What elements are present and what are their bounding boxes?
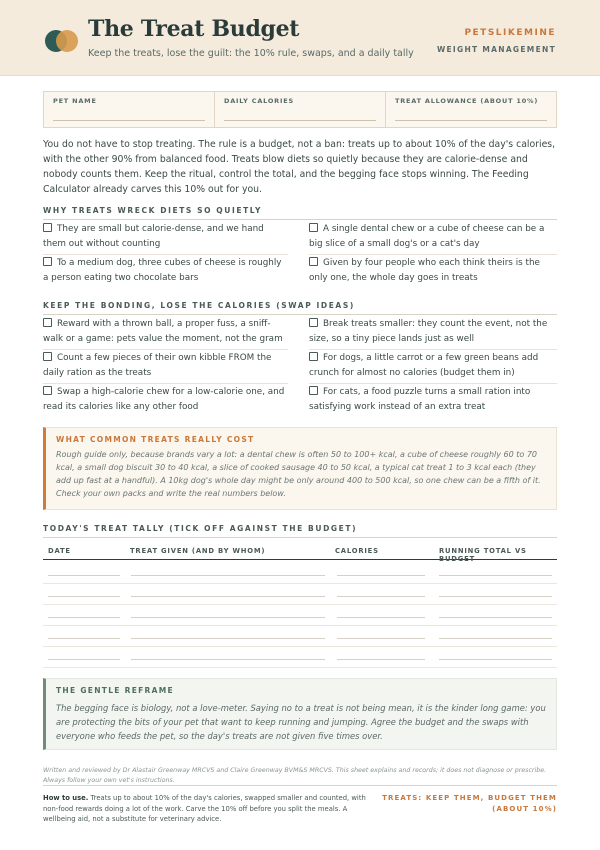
- checkbox[interactable]: [309, 318, 318, 327]
- col-calories: CALORIES: [335, 547, 379, 555]
- table-row: [43, 604, 557, 605]
- gentle-reframe-callout: [43, 678, 557, 750]
- swap-item-1[interactable]: Reward with a thrown ball, a proper fuss, a sniff-walk or a game: pets value the moment, not the gram: [43, 319, 283, 344]
- treat-allowance-input[interactable]: [395, 120, 547, 121]
- swap-item-6[interactable]: For cats, a food puzzle turns a small ration into satisfying work instead of an extra treat: [309, 387, 531, 412]
- tally-cell[interactable]: [131, 659, 325, 660]
- checkbox[interactable]: [43, 318, 52, 327]
- tally-cell[interactable]: [439, 617, 552, 618]
- table-row: [43, 583, 557, 584]
- checkbox[interactable]: [309, 223, 318, 232]
- why-item-2[interactable]: A single dental chew or a cube of cheese can be a big slice of a small dog's or a cat's day: [309, 224, 545, 249]
- authors-note: Written and reviewed by Dr Alastair Greenway MRCVS and Claire Greenway BVM&S MRCVS. This sheet explains and records; it does not diagnose or prescribe. Always follow your own vet's instructions.: [43, 767, 547, 784]
- how-to-use-label: How to use.: [43, 794, 89, 802]
- tally-table-header: [43, 545, 557, 563]
- checkbox[interactable]: [309, 352, 318, 361]
- pet-name-label: PET NAME: [53, 97, 97, 105]
- tally-cell[interactable]: [337, 659, 425, 660]
- footer-divider: [43, 785, 557, 786]
- tally-cell[interactable]: [48, 575, 120, 576]
- checkbox[interactable]: [43, 352, 52, 361]
- tally-cell[interactable]: [439, 659, 552, 660]
- callout-text: Rough guide only, because brands vary a lot: a dental chew is often 50 to 100+ kcal, a cube of cheese roughly 60 to 70 kcal, a small dog biscuit 30 to 40 kcal, a slice of cooked sausage 40 to 50 kcal, a typical cat treat 1 to 3 kcal each (they add up fast at a handful). A 10kg dog's whole day might be only around 400 to 500 kcal, so one chew can be a fifth of it. Check your own packs and write the real numbers below.: [56, 450, 541, 498]
- treat-allowance-field[interactable]: [386, 92, 556, 127]
- checkbox[interactable]: [309, 386, 318, 395]
- page-title: The Treat Budget: [88, 16, 300, 42]
- tally-cell[interactable]: [337, 638, 425, 639]
- intro-paragraph: You do not have to stop treating. The rule is a budget, not a ban: treats up to about 10% of the day's calories, with the other 90% from balanced food. Treats blow diets so quietly because they are calorie-dense and nobody counts them. Keep the ritual, control the total, and the begging face stops winning. The Feeding Calculator already carves this 10% out for you.: [43, 139, 556, 195]
- daily-calories-label: DAILY CALORIES: [224, 97, 294, 105]
- checkbox[interactable]: [43, 223, 52, 232]
- tally-cell[interactable]: [337, 617, 425, 618]
- tally-cell[interactable]: [131, 617, 325, 618]
- swap-item-4[interactable]: For dogs, a little carrot or a few green beans add crunch for almost no calories (budget them in): [309, 353, 539, 378]
- tally-cell[interactable]: [131, 596, 325, 597]
- footer-tagline: TREATS: KEEP THEM, BUDGET THEM (ABOUT 10%): [382, 794, 557, 813]
- col-treat: TREAT GIVEN (AND BY WHOM): [130, 547, 266, 555]
- swap-item-3[interactable]: Count a few pieces of their own kibble FROM the daily ration as the treats: [43, 353, 272, 378]
- why-heading: WHY TREATS WRECK DIETS SO QUIETLY: [43, 206, 557, 220]
- pet-name-input[interactable]: [53, 120, 205, 121]
- tally-cell[interactable]: [439, 638, 552, 639]
- checkbox[interactable]: [43, 257, 52, 266]
- tally-cell[interactable]: [337, 596, 425, 597]
- page-header: [0, 0, 600, 76]
- how-to-use: [43, 793, 373, 825]
- how-to-use-text: Treats up to about 10% of the day's calories, swapped smaller and counted, with non-food rewards doing a lot of the work. Carve the 10% off before you split the meals. A wellbeing aid, not a substitute for veterinary advice.: [43, 794, 366, 823]
- tally-cell[interactable]: [131, 575, 325, 576]
- page-subtitle: Keep the treats, lose the guilt: the 10% rule, swaps, and a daily tally: [88, 48, 414, 59]
- table-row: [43, 646, 557, 647]
- paw-circles-logo: [45, 30, 79, 54]
- tally-cell[interactable]: [337, 575, 425, 576]
- swap-item-5[interactable]: Swap a high-calorie chew for a low-calorie one, and read its calories like any other food: [43, 387, 285, 412]
- tally-cell[interactable]: [439, 575, 552, 576]
- why-item-3[interactable]: To a medium dog, three cubes of cheese is roughly a person eating two chocolate bars: [43, 258, 282, 283]
- col-date: DATE: [48, 547, 71, 555]
- reframe-text: The begging face is biology, not a love-meter. Saying no to a treat is not being mean, it is the kinder long game: you are protecting the bits of your pet that want to keep running and jumping. Agree the budget and the swaps with everyone who feeds the pet, so the day's treats are not given five times over.: [56, 703, 546, 741]
- tally-cell[interactable]: [439, 596, 552, 597]
- pet-info-fields: [43, 91, 557, 128]
- why-item-1[interactable]: They are small but calorie-dense, and we hand them out without counting: [43, 224, 264, 249]
- swap-item-2[interactable]: Break treats smaller: they count the event, not the size, so a tiny piece lands just as well: [309, 319, 548, 344]
- why-item-4[interactable]: Given by four people who each think theirs is the only one, the whole day goes in treats: [309, 258, 540, 283]
- table-row: [43, 625, 557, 626]
- treat-allowance-label: TREAT ALLOWANCE (ABOUT 10%): [395, 97, 539, 105]
- checkbox[interactable]: [43, 386, 52, 395]
- daily-calories-input[interactable]: [224, 120, 376, 121]
- table-row: [43, 667, 557, 668]
- treat-costs-callout: [43, 427, 557, 510]
- brand-section: WEIGHT MANAGEMENT: [436, 45, 556, 54]
- callout-heading: WHAT COMMON TREATS REALLY COST: [56, 435, 255, 444]
- tally-cell[interactable]: [48, 617, 120, 618]
- reframe-heading: THE GENTLE REFRAME: [56, 686, 174, 695]
- tally-cell[interactable]: [48, 659, 120, 660]
- tally-cell[interactable]: [131, 638, 325, 639]
- tally-cell[interactable]: [48, 596, 120, 597]
- brand-name: PETSLIKEMINE: [464, 28, 556, 38]
- tally-cell[interactable]: [48, 638, 120, 639]
- pet-name-field[interactable]: [44, 92, 215, 127]
- swaps-heading: KEEP THE BONDING, LOSE THE CALORIES (SWAP IDEAS): [43, 301, 557, 315]
- tally-heading: TODAY'S TREAT TALLY (TICK OFF AGAINST THE BUDGET): [43, 524, 557, 538]
- col-running-total: RUNNING TOTAL VS BUDGET: [439, 547, 527, 563]
- daily-calories-field[interactable]: [215, 92, 386, 127]
- checkbox[interactable]: [309, 257, 318, 266]
